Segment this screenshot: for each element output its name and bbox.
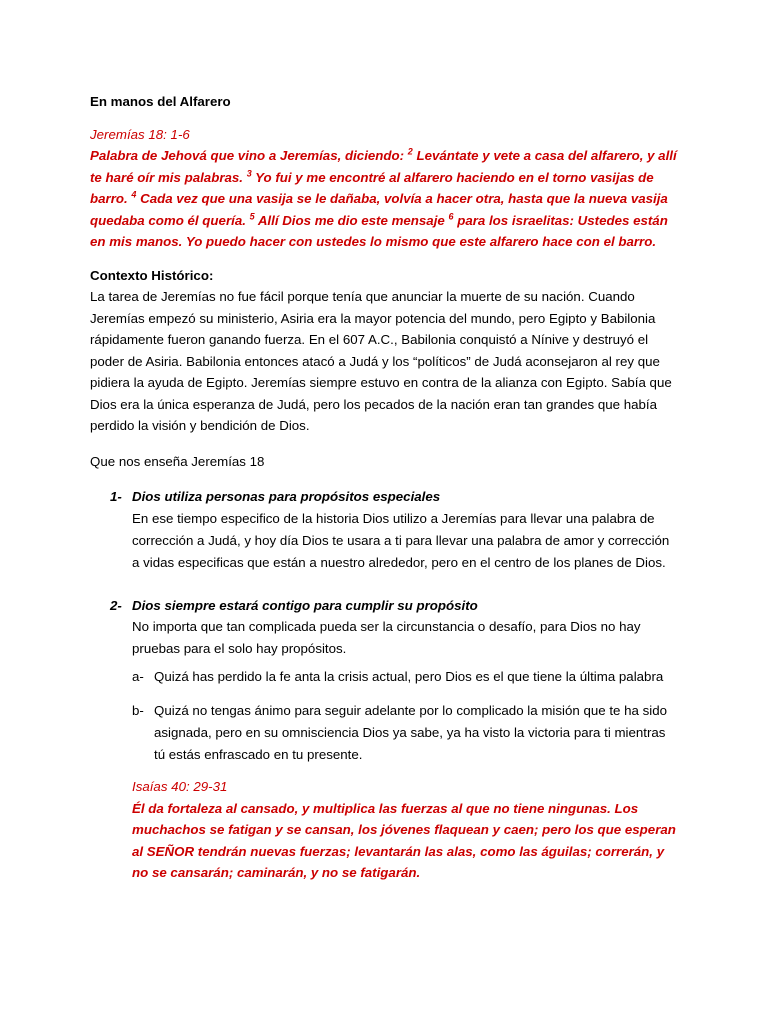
scripture-jeremias bbox=[90, 124, 680, 253]
sub-point-letter: b- bbox=[132, 703, 144, 718]
verse-number: 3 bbox=[246, 168, 252, 179]
verse-number: 5 bbox=[249, 211, 255, 222]
point-body: En ese tiempo especifico de la historia Dios utilizo a Jeremías para llevar una palabra de corrección a Judá, y hoy día Dios te usara a ti para llevar una palabra de amor y corrección a vidas especificas que están a nuestro alrededor, pero en el centro de los planes de Dios. bbox=[132, 510, 670, 570]
sub-point-letter: a- bbox=[132, 669, 144, 684]
point-title: Dios siempre estará contigo para cumplir su propósito bbox=[132, 597, 478, 613]
context-heading: Contexto Histórico: bbox=[90, 267, 214, 283]
point-number: 1- bbox=[110, 489, 122, 504]
scripture-text: Él da fortaleza al cansado, y multiplica las fuerzas al que no tiene ningunas. Los muchachos se fatigan y se cansan, los jóvenes flaquean y caen; pero los que esperan al SEÑOR tendrán nuevas fuerzas; levantarán las alas, como las águilas; correrán, y no se cansarán; caminarán, y no se fatigarán. bbox=[132, 800, 676, 880]
sub-point-a bbox=[132, 666, 680, 688]
point-body: No importa que tan complicada pueda ser la circunstancia o desafío, para Dios no hay pruebas para el solo hay propósitos. bbox=[132, 619, 641, 656]
verse-number: 4 bbox=[131, 189, 137, 200]
point-title: Dios utiliza personas para propósitos especiales bbox=[132, 489, 441, 504]
lesson-point-1 bbox=[90, 486, 680, 574]
verse-number: 2 bbox=[407, 146, 413, 157]
scripture-text: Palabra de Jehová que vino a Jeremías, diciendo: $^2$ Levántate y vete a casa del alfarero, y allí te haré oír mis palabras. $^3$ Yo fui y me encontré al alfarero haciendo en el torno vasijas de barro. $^4$ Cada vez que una vasija se le dañaba, volvía a hacer otra, hasta que la nueva vasija quedaba como él quería. $^5$ Allí Dios me dio este mensaje $^6$ para los israelitas: Ustedes están en mis manos. Yo puedo hacer con ustedes lo mismo que este alfarero hace con el barro. bbox=[90, 146, 677, 249]
scripture-isaias bbox=[90, 776, 680, 884]
scripture-reference: Isaías 40: 29-31 bbox=[132, 779, 228, 794]
verse-number: 6 bbox=[448, 211, 454, 222]
sub-point-text: Quizá no tengas ánimo para seguir adelante por lo complicado la misión que te ha sido asignada, pero en su omnisciencia Dios ya sabe, ya ha visto la victoria para ti mientras tú estás enfrascado en tu presente. bbox=[154, 703, 667, 762]
document-title: En manos del Alfarero bbox=[90, 94, 231, 109]
context-paragraph: La tarea de Jeremías no fue fácil porque tenía que anunciar la muerte de su nación. Cuando Jeremías empezó su ministerio, Asiria era la mayor potencia del mundo, pero Egipto y Babilonia rápidamente fueron ganando fuerza. En el 607 A.C., Babilonia conquistó a Nínive y destruyó el poder de Asiria. Babilonia entonces atacó a Judá y los “políticos” de Judá aconsejaron al rey que pidiera la ayuda de Egipto. Jeremías siempre estuvo en contra de la alianza con Egipto. Sabía que Dios era la única esperanza de Judá, pero los pecados de la nación eran tan grandes que había perdido la visión y bendición de Dios. bbox=[90, 289, 672, 433]
point-number: 2- bbox=[110, 597, 122, 613]
lesson-point-2 bbox=[90, 595, 680, 767]
sub-point-b bbox=[132, 700, 680, 766]
document-body bbox=[90, 91, 680, 884]
scripture-reference: Jeremías 18: 1-6 bbox=[90, 126, 190, 142]
sub-point-text: Quizá has perdido la fe anta la crisis actual, pero Dios es el que tiene la última palabra bbox=[154, 669, 664, 684]
lesson-intro: Que nos enseña Jeremías 18 bbox=[90, 453, 265, 469]
